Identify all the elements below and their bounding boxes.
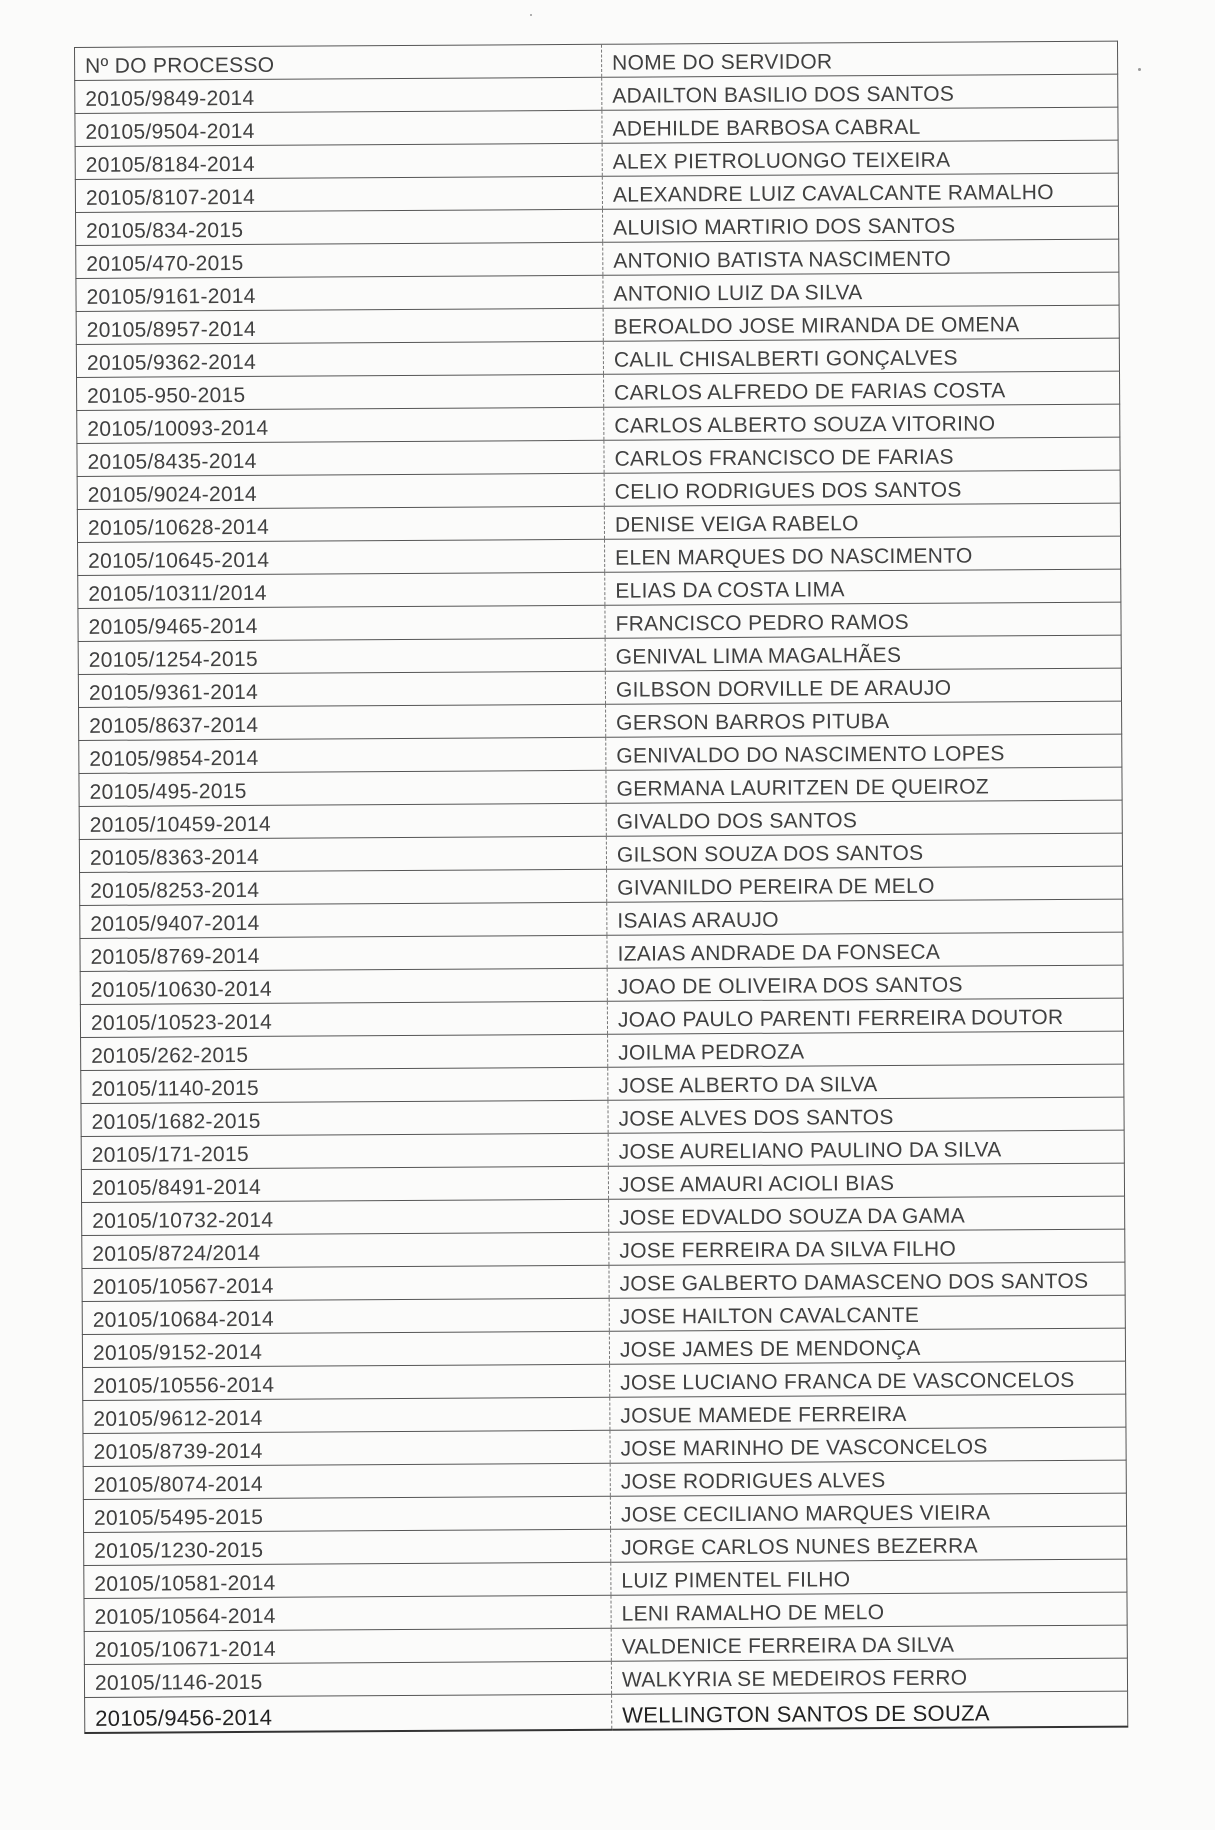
employee-name-cell: JOSE RODRIGUES ALVES — [610, 1460, 1126, 1496]
employee-name-cell: JOSE LUCIANO FRANCA DE VASCONCELOS — [610, 1361, 1126, 1397]
header-process-number: Nº DO PROCESSO — [75, 44, 602, 80]
process-number-cell: 20105/10581-2014 — [84, 1562, 611, 1598]
table-row — [79, 767, 1122, 806]
process-number-cell: 20105-950-2015 — [77, 374, 604, 410]
process-number-cell: 20105/8957-2014 — [76, 308, 603, 344]
process-number-cell: 20105/470-2015 — [76, 242, 603, 278]
employee-name-cell: WELLINGTON SANTOS DE SOUZA — [612, 1691, 1128, 1730]
header-employee-name: NOME DO SERVIDOR — [601, 41, 1117, 77]
process-number-cell: 20105/9024-2014 — [77, 473, 604, 509]
process-number-cell: 20105/10523-2014 — [80, 1001, 607, 1037]
employee-name-cell: JOSE ALVES DOS SANTOS — [608, 1097, 1124, 1133]
process-number-cell: 20105/8491-2014 — [81, 1166, 608, 1202]
process-number-cell: 20105/10630-2014 — [80, 968, 607, 1004]
process-number-cell: 20105/8769-2014 — [80, 935, 607, 971]
process-number-cell: 20105/8074-2014 — [83, 1463, 610, 1499]
process-number-cell: 20105/834-2015 — [76, 209, 603, 245]
process-number-cell: 20105/8107-2014 — [75, 176, 602, 212]
employee-name-cell: JOSE MARINHO DE VASCONCELOS — [610, 1427, 1126, 1463]
employee-name-cell: JOSE AMAURI ACIOLI BIAS — [608, 1163, 1124, 1199]
employee-name-cell: LUIZ PIMENTEL FILHO — [611, 1559, 1127, 1595]
employee-name-cell: JOSE FERREIRA DA SILVA FILHO — [609, 1229, 1125, 1265]
employee-name-cell: IZAIAS ANDRADE DA FONSECA — [607, 932, 1123, 968]
process-number-cell: 20105/1140-2015 — [81, 1067, 608, 1103]
process-number-cell: 20105/10567-2014 — [82, 1265, 609, 1301]
process-number-cell: 20105/9407-2014 — [80, 902, 607, 938]
employee-name-cell: ADAILTON BASILIO DOS SANTOS — [602, 74, 1118, 110]
process-number-cell: 20105/8363-2014 — [79, 836, 606, 872]
process-number-cell: 20105/262-2015 — [81, 1034, 608, 1070]
employee-name-cell: GILBSON DORVILLE DE ARAUJO — [605, 668, 1121, 704]
employee-name-cell: ISAIAS ARAUJO — [607, 899, 1123, 935]
employee-name-cell: ALEXANDRE LUIZ CAVALCANTE RAMALHO — [602, 173, 1118, 209]
process-number-cell: 20105/1146-2015 — [84, 1661, 611, 1697]
process-number-cell: 20105/8253-2014 — [80, 869, 607, 905]
employee-name-cell: CARLOS FRANCISCO DE FARIAS — [604, 437, 1120, 473]
employee-name-cell: ANTONIO LUIZ DA SILVA — [603, 272, 1119, 308]
process-number-cell: 20105/9612-2014 — [83, 1397, 610, 1433]
employee-name-cell: JOAO DE OLIVEIRA DOS SANTOS — [607, 965, 1123, 1001]
table-row — [79, 734, 1122, 773]
employee-name-cell: GENIVAL LIMA MAGALHÃES — [605, 635, 1121, 671]
employee-name-cell: DENISE VEIGA RABELO — [604, 503, 1120, 539]
process-number-cell: 20105/10564-2014 — [84, 1595, 611, 1631]
employee-name-cell: WALKYRIA SE MEDEIROS FERRO — [611, 1658, 1127, 1694]
process-number-cell: 20105/9456-2014 — [85, 1694, 612, 1733]
process-number-cell: 20105/9152-2014 — [82, 1331, 609, 1367]
employee-name-cell: BEROALDO JOSE MIRANDA DE OMENA — [603, 305, 1119, 341]
employee-name-cell: JOAO PAULO PARENTI FERREIRA DOUTOR — [607, 998, 1123, 1034]
employee-name-cell: JOILMA PEDROZA — [608, 1031, 1124, 1067]
employee-name-cell: ADEHILDE BARBOSA CABRAL — [602, 107, 1118, 143]
process-number-cell: 20105/10628-2014 — [77, 506, 604, 542]
process-number-cell: 20105/9504-2014 — [75, 110, 602, 146]
employee-name-cell: JOSE AURELIANO PAULINO DA SILVA — [608, 1130, 1124, 1166]
process-number-cell: 20105/10311/2014 — [78, 572, 605, 608]
employee-name-cell: GERSON BARROS PITUBA — [606, 701, 1122, 737]
process-number-cell: 20105/10684-2014 — [82, 1298, 609, 1334]
table-row — [85, 1691, 1128, 1733]
employee-name-cell: FRANCISCO PEDRO RAMOS — [605, 602, 1121, 638]
process-number-cell: 20105/9161-2014 — [76, 275, 603, 311]
process-number-cell: 20105/10459-2014 — [79, 803, 606, 839]
employee-name-cell: JOSE ALBERTO DA SILVA — [608, 1064, 1124, 1100]
process-number-cell: 20105/9849-2014 — [75, 77, 602, 113]
employee-name-cell: JOSUE MAMEDE FERREIRA — [610, 1394, 1126, 1430]
employee-name-cell: JOSE JAMES DE MENDONÇA — [609, 1328, 1125, 1364]
process-number-cell: 20105/9465-2014 — [78, 605, 605, 641]
employee-name-cell: CARLOS ALBERTO SOUZA VITORINO — [604, 404, 1120, 440]
process-number-cell: 20105/10732-2014 — [82, 1199, 609, 1235]
employee-name-cell: GILSON SOUZA DOS SANTOS — [606, 833, 1122, 869]
employee-name-cell: GENIVALDO DO NASCIMENTO LOPES — [606, 734, 1122, 770]
employee-name-cell: ANTONIO BATISTA NASCIMENTO — [603, 239, 1119, 275]
employee-name-cell: ELIAS DA COSTA LIMA — [605, 569, 1121, 605]
process-number-cell: 20105/10645-2014 — [78, 539, 605, 575]
employee-name-cell: GIVALDO DOS SANTOS — [606, 800, 1122, 836]
process-number-cell: 20105/8739-2014 — [83, 1430, 610, 1466]
employee-name-cell: JORGE CARLOS NUNES BEZERRA — [611, 1526, 1127, 1562]
table-body — [75, 74, 1128, 1733]
process-number-cell: 20105/495-2015 — [79, 770, 606, 806]
process-number-cell: 20105/171-2015 — [81, 1133, 608, 1169]
employee-name-cell: LENI RAMALHO DE MELO — [611, 1592, 1127, 1628]
process-number-cell: 20105/9361-2014 — [78, 671, 605, 707]
employee-name-cell: GIVANILDO PEREIRA DE MELO — [607, 866, 1123, 902]
employee-name-cell: ALEX PIETROLUONGO TEIXEIRA — [602, 140, 1118, 176]
process-number-cell: 20105/10671-2014 — [84, 1628, 611, 1664]
employee-name-cell: JOSE GALBERTO DAMASCENO DOS SANTOS — [609, 1262, 1125, 1298]
process-number-cell: 20105/8637-2014 — [79, 704, 606, 740]
process-number-cell: 20105/10556-2014 — [83, 1364, 610, 1400]
process-number-cell: 20105/8435-2014 — [77, 440, 604, 476]
process-table — [74, 41, 1128, 1734]
scan-speck — [530, 14, 532, 16]
employee-name-cell: ALUISIO MARTIRIO DOS SANTOS — [603, 206, 1119, 242]
employee-name-cell: CARLOS ALFREDO DE FARIAS COSTA — [604, 371, 1120, 407]
employee-name-cell: ELEN MARQUES DO NASCIMENTO — [605, 536, 1121, 572]
process-number-cell: 20105/9362-2014 — [76, 341, 603, 377]
process-number-cell: 20105/8724/2014 — [82, 1232, 609, 1268]
process-number-cell: 20105/1682-2015 — [81, 1100, 608, 1136]
process-number-cell: 20105/5495-2015 — [83, 1496, 610, 1532]
employee-name-cell: CALIL CHISALBERTI GONÇALVES — [603, 338, 1119, 374]
employee-name-cell: GERMANA LAURITZEN DE QUEIROZ — [606, 767, 1122, 803]
table-row — [75, 173, 1118, 212]
scan-speck — [1138, 68, 1141, 71]
employee-name-cell: JOSE EDVALDO SOUZA DA GAMA — [609, 1196, 1125, 1232]
employee-name-cell: JOSE HAILTON CAVALCANTE — [609, 1295, 1125, 1331]
process-number-cell: 20105/1254-2015 — [78, 638, 605, 674]
table-row — [80, 998, 1123, 1037]
employee-name-cell: CELIO RODRIGUES DOS SANTOS — [604, 470, 1120, 506]
process-number-cell: 20105/9854-2014 — [79, 737, 606, 773]
employee-name-cell: VALDENICE FERREIRA DA SILVA — [611, 1625, 1127, 1661]
process-number-cell: 20105/1230-2015 — [84, 1529, 611, 1565]
process-number-cell: 20105/10093-2014 — [77, 407, 604, 443]
employee-name-cell: JOSE CECILIANO MARQUES VIEIRA — [610, 1493, 1126, 1529]
process-number-cell: 20105/8184-2014 — [75, 143, 602, 179]
